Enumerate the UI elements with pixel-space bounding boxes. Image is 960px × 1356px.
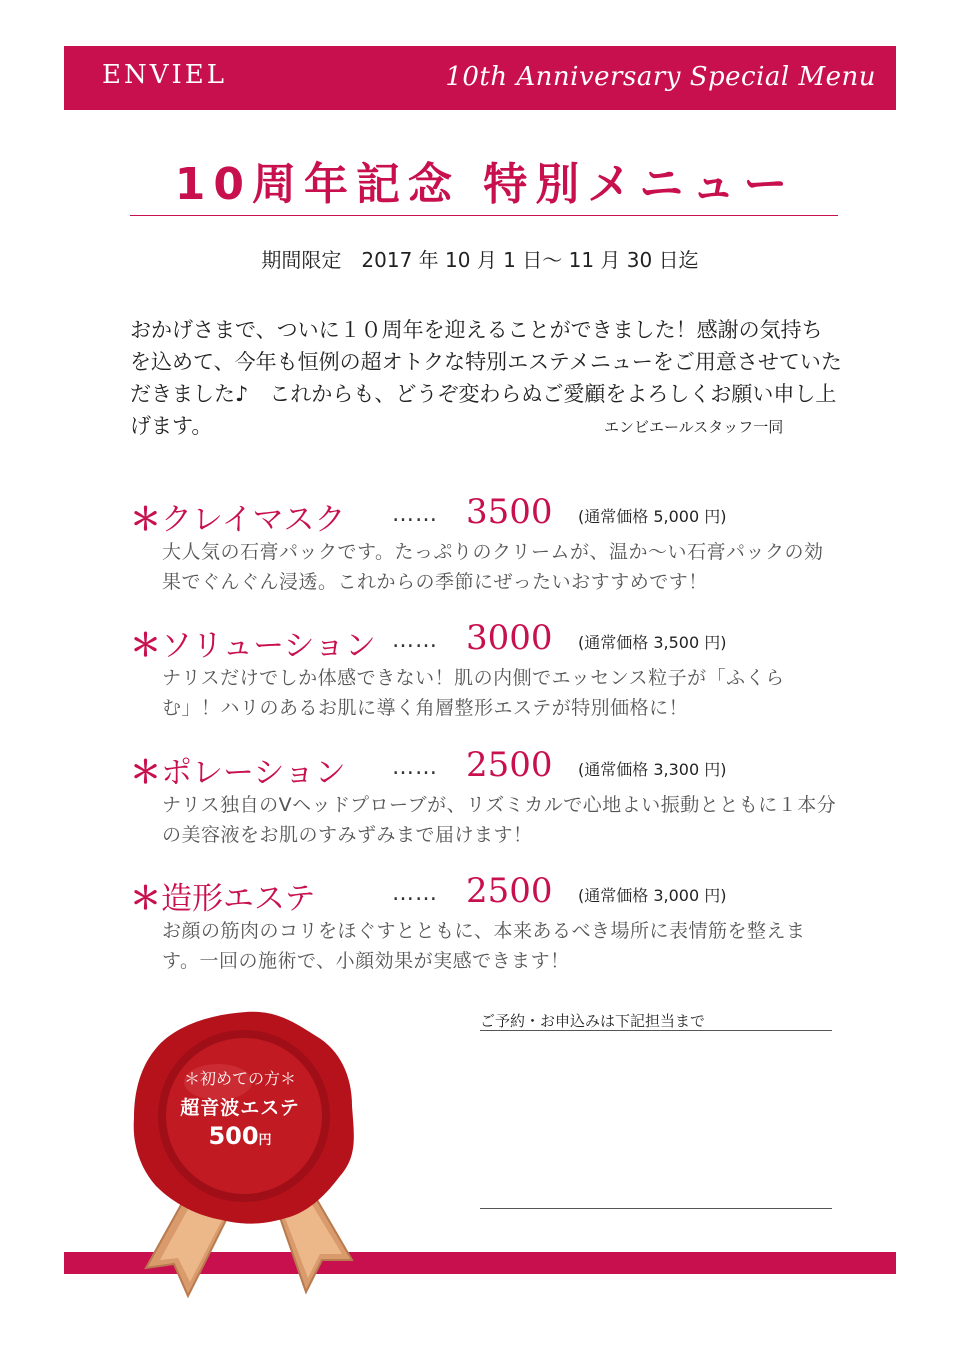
- wax-seal-icon: [126, 1006, 366, 1312]
- staff-signature: エンビエールスタッフ一同: [604, 418, 784, 436]
- leader-dots: ……: [392, 628, 438, 653]
- brand-logo: ENVIEL: [102, 60, 228, 90]
- regular-price: (通常価格 3,000 円): [578, 886, 727, 905]
- menu-description: ナリスだけでしか体感できない！肌の内側でエッセンス粒子が「ふくらむ」！ハリのあるお肌に導く角層整形エステが特別価格に！: [162, 667, 785, 719]
- menu-item-name: ＊ポレーション: [130, 755, 346, 791]
- menu-description: お顔の筋肉のコリをほぐすとともに、本来あるべき場所に表情筋を整えます。一回の施術で、小顔効果が実感できます！: [162, 920, 806, 972]
- menu-price: 3000: [466, 618, 553, 658]
- asterisk-icon: ＊: [130, 502, 161, 538]
- title-divider: [130, 215, 838, 216]
- seal-first-timers: ＊初めての方＊: [183, 1069, 296, 1088]
- seal-text: [150, 1066, 330, 1150]
- menu-item-name: ＊ソリューション: [130, 628, 376, 664]
- asterisk-icon: ＊: [130, 628, 161, 664]
- menu-description: ナリス独自のVヘッドプローブが、リズミカルで心地よい振動とともに１本分の美容液をお肌のすみずみまで届けます！: [162, 794, 837, 846]
- intro-message: おかげさまで、ついに１０周年を迎えることができました！感謝の気持ちを込めて、今年も恒例の超オトクな特別エステメニューをご用意させていただきました♪ これからも、どうぞ変わらぬご愛顧をよろしくお願い申し上げます。: [130, 318, 842, 438]
- seal-service: 超音波エステ: [180, 1097, 300, 1119]
- contact-label: ご予約・お申込みは下記担当まで: [480, 1012, 706, 1030]
- regular-price: (通常価格 3,300 円): [578, 760, 727, 779]
- asterisk-icon: ＊: [130, 755, 161, 791]
- leader-dots: ……: [392, 502, 438, 527]
- contact-rule-top: [480, 1030, 832, 1031]
- leader-dots: ……: [392, 881, 438, 906]
- page-title: 10周年記念 特別メニュー: [174, 159, 796, 210]
- menu-item-name: ＊造形エステ: [130, 881, 316, 917]
- leader-dots: ……: [392, 755, 438, 780]
- contact-rule-bottom: [480, 1208, 832, 1209]
- menu-item-name: ＊クレイマスク: [130, 502, 346, 538]
- anniversary-tagline: 10th Anniversary Special Menu: [445, 62, 876, 92]
- menu-price: 2500: [466, 871, 553, 911]
- campaign-period: 期間限定 2017 年 10 月 1 日～ 11 月 30 日迄: [261, 248, 699, 272]
- menu-price: 2500: [466, 745, 553, 785]
- menu-description: 大人気の石膏パックです。たっぷりのクリームが、温か～い石膏パックの効果でぐんぐん浸透。これからの季節にぜったいおすすめです！: [162, 541, 824, 593]
- header-bar: [64, 46, 896, 110]
- regular-price: (通常価格 5,000 円): [578, 507, 727, 526]
- regular-price: (通常価格 3,500 円): [578, 633, 727, 652]
- asterisk-icon: ＊: [130, 881, 161, 917]
- menu-price: 3500: [466, 492, 553, 532]
- seal-price: 500円: [208, 1122, 272, 1150]
